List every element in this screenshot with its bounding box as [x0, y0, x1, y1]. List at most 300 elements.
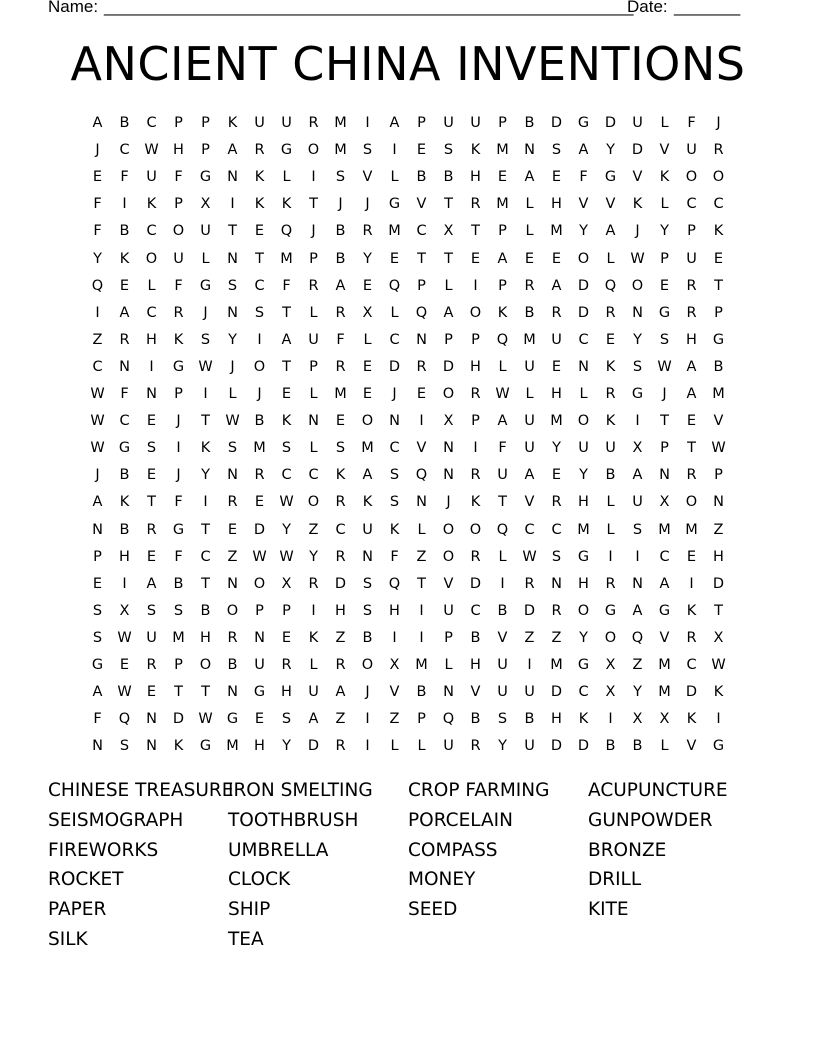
grid-letter[interactable]: O — [631, 277, 644, 294]
grid-letter[interactable]: M — [496, 196, 509, 213]
grid-letter[interactable]: U — [578, 440, 589, 457]
grid-letter[interactable]: F — [93, 711, 102, 728]
grid-letter[interactable]: E — [713, 250, 724, 267]
grid-letter[interactable]: I — [149, 358, 154, 375]
grid-letter[interactable]: O — [469, 521, 482, 538]
grid-letter[interactable]: W — [90, 386, 105, 402]
grid-letter[interactable]: A — [92, 684, 103, 701]
grid-letter[interactable]: P — [417, 115, 426, 131]
grid-letter[interactable]: V — [416, 196, 427, 213]
grid-letter[interactable]: J — [716, 115, 721, 131]
grid-letter[interactable]: R — [713, 142, 724, 159]
grid-letter[interactable]: O — [577, 250, 590, 267]
grid-letter[interactable]: U — [443, 602, 454, 619]
grid-letter[interactable]: S — [389, 494, 400, 511]
grid-letter[interactable]: W — [225, 413, 240, 430]
grid-letter[interactable]: T — [687, 440, 696, 457]
grid-letter[interactable]: B — [524, 304, 535, 321]
grid-letter[interactable]: Y — [633, 684, 642, 701]
grid-letter[interactable]: U — [308, 684, 319, 701]
grid-letter[interactable]: Q — [118, 711, 131, 728]
grid-letter[interactable]: L — [417, 738, 426, 755]
grid-letter[interactable]: Z — [335, 629, 346, 646]
grid-letter[interactable]: K — [254, 196, 265, 213]
grid-letter[interactable]: M — [550, 413, 563, 430]
grid-letter[interactable]: Q — [496, 331, 509, 348]
grid-letter[interactable]: O — [442, 548, 455, 565]
grid-letter[interactable]: A — [335, 277, 346, 294]
grid-letter[interactable]: H — [470, 358, 481, 375]
grid-letter[interactable]: I — [689, 575, 694, 592]
grid-letter[interactable]: C — [254, 277, 265, 294]
grid-letter[interactable]: L — [309, 304, 318, 321]
grid-letter[interactable]: E — [551, 250, 562, 267]
grid-letter[interactable]: T — [201, 575, 210, 592]
grid-letter[interactable]: M — [523, 331, 536, 348]
grid-letter[interactable]: N — [578, 358, 589, 375]
grid-letter[interactable]: I — [716, 711, 721, 728]
grid-letter[interactable]: U — [632, 494, 643, 511]
grid-letter[interactable]: K — [470, 494, 481, 511]
grid-letter[interactable]: S — [200, 331, 211, 348]
grid-letter[interactable]: M — [226, 738, 239, 755]
grid-letter[interactable]: A — [281, 331, 292, 348]
grid-letter[interactable]: U — [200, 223, 211, 240]
grid-letter[interactable]: N — [227, 467, 238, 484]
grid-letter[interactable]: Z — [416, 548, 427, 565]
grid-letter[interactable]: S — [92, 629, 103, 646]
grid-letter[interactable]: B — [416, 169, 427, 186]
grid-letter[interactable]: O — [145, 250, 158, 267]
grid-letter[interactable]: N — [632, 575, 643, 592]
grid-letter[interactable]: Q — [415, 467, 428, 484]
grid-letter[interactable]: T — [201, 413, 210, 430]
grid-letter[interactable]: E — [281, 629, 292, 646]
grid-letter[interactable]: T — [444, 250, 453, 267]
grid-letter[interactable]: T — [174, 684, 183, 701]
grid-letter[interactable]: E — [470, 250, 481, 267]
grid-letter[interactable]: N — [227, 575, 238, 592]
grid-letter[interactable]: N — [92, 521, 103, 538]
grid-letter[interactable]: R — [524, 575, 535, 592]
grid-letter[interactable]: A — [497, 250, 508, 267]
grid-letter[interactable]: U — [146, 629, 157, 646]
grid-letter[interactable]: S — [551, 142, 562, 159]
grid-letter[interactable]: N — [362, 548, 373, 565]
grid-letter[interactable]: U — [524, 358, 535, 375]
grid-letter[interactable]: U — [497, 684, 508, 701]
grid-letter[interactable]: M — [415, 657, 428, 673]
grid-letter[interactable]: K — [686, 711, 697, 728]
grid-letter[interactable]: R — [686, 467, 697, 484]
grid-letter[interactable]: N — [659, 467, 670, 484]
grid-letter[interactable]: J — [338, 196, 343, 213]
grid-letter[interactable]: C — [119, 142, 130, 159]
grid-letter[interactable]: Q — [631, 629, 644, 646]
grid-letter[interactable]: F — [498, 440, 507, 457]
grid-letter[interactable]: Y — [552, 440, 561, 457]
grid-letter[interactable]: E — [146, 467, 157, 484]
grid-letter[interactable]: U — [686, 250, 697, 267]
grid-letter[interactable]: V — [632, 169, 643, 186]
grid-letter[interactable]: R — [308, 115, 319, 131]
grid-letter[interactable]: C — [146, 115, 157, 131]
grid-letter[interactable]: I — [392, 629, 397, 646]
grid-letter[interactable]: L — [525, 196, 534, 213]
grid-letter[interactable]: X — [362, 304, 373, 321]
grid-letter[interactable]: F — [174, 548, 183, 565]
grid-letter[interactable]: L — [390, 738, 399, 755]
grid-letter[interactable]: Z — [632, 657, 643, 673]
grid-letter[interactable]: B — [497, 602, 508, 619]
grid-letter[interactable]: A — [362, 467, 373, 484]
grid-letter[interactable]: L — [309, 657, 318, 673]
grid-letter[interactable]: O — [172, 223, 185, 240]
grid-letter[interactable]: V — [416, 440, 427, 457]
grid-letter[interactable]: V — [524, 494, 535, 511]
grid-letter[interactable]: R — [362, 223, 373, 240]
grid-letter[interactable]: P — [498, 223, 507, 240]
grid-letter[interactable]: H — [551, 711, 562, 728]
grid-letter[interactable]: R — [551, 304, 562, 321]
grid-letter[interactable]: N — [551, 575, 562, 592]
grid-letter[interactable]: W — [90, 413, 105, 430]
grid-letter[interactable]: L — [444, 657, 453, 673]
grid-letter[interactable]: D — [631, 142, 644, 159]
grid-letter[interactable]: A — [524, 169, 535, 186]
grid-letter[interactable]: H — [470, 657, 481, 673]
grid-letter[interactable]: J — [95, 142, 100, 159]
grid-letter[interactable]: T — [714, 602, 723, 619]
grid-letter[interactable]: L — [309, 440, 318, 457]
grid-letter[interactable]: X — [389, 657, 400, 673]
grid-letter[interactable]: D — [469, 575, 482, 592]
grid-letter[interactable]: I — [473, 440, 478, 457]
grid-letter[interactable]: M — [658, 657, 671, 673]
grid-letter[interactable]: C — [470, 602, 481, 619]
grid-letter[interactable]: D — [388, 358, 401, 375]
grid-letter[interactable]: G — [199, 169, 212, 186]
grid-letter[interactable]: T — [498, 494, 507, 511]
grid-letter[interactable]: Y — [282, 738, 291, 755]
grid-letter[interactable]: R — [470, 738, 481, 755]
grid-letter[interactable]: G — [253, 684, 266, 701]
grid-letter[interactable]: L — [660, 196, 669, 213]
grid-letter[interactable]: R — [173, 304, 184, 321]
grid-letter[interactable]: C — [713, 196, 724, 213]
grid-letter[interactable]: H — [713, 548, 724, 565]
grid-letter[interactable]: K — [281, 196, 292, 213]
grid-letter[interactable]: A — [308, 711, 319, 728]
grid-letter[interactable]: H — [200, 629, 211, 646]
grid-letter[interactable]: F — [687, 115, 696, 131]
grid-letter[interactable]: X — [200, 196, 211, 213]
grid-letter[interactable]: K — [200, 440, 211, 457]
grid-letter[interactable]: S — [254, 304, 265, 321]
grid-letter[interactable]: N — [227, 250, 238, 267]
grid-letter[interactable]: A — [686, 358, 697, 375]
grid-letter[interactable]: J — [230, 358, 235, 375]
grid-letter[interactable]: B — [362, 629, 373, 646]
grid-letter[interactable]: F — [120, 169, 129, 186]
grid-letter[interactable]: B — [119, 223, 130, 240]
grid-letter[interactable]: E — [254, 223, 265, 240]
grid-letter[interactable]: K — [254, 169, 265, 186]
grid-letter[interactable]: W — [198, 358, 213, 375]
grid-letter[interactable]: E — [416, 386, 427, 402]
grid-letter[interactable]: C — [389, 440, 400, 457]
grid-letter[interactable]: Y — [228, 331, 237, 348]
grid-letter[interactable]: H — [551, 196, 562, 213]
grid-letter[interactable]: W — [711, 657, 726, 673]
grid-letter[interactable]: O — [253, 575, 266, 592]
grid-letter[interactable]: W — [630, 250, 645, 267]
grid-letter[interactable]: H — [389, 602, 400, 619]
grid-letter[interactable]: X — [713, 629, 724, 646]
grid-letter[interactable]: Y — [579, 629, 588, 646]
grid-letter[interactable]: O — [307, 142, 320, 159]
grid-letter[interactable]: H — [335, 602, 346, 619]
grid-letter[interactable]: J — [311, 223, 316, 240]
grid-letter[interactable]: O — [685, 494, 698, 511]
grid-letter[interactable]: O — [253, 358, 266, 375]
grid-letter[interactable]: K — [605, 358, 616, 375]
grid-letter[interactable]: B — [173, 575, 184, 592]
grid-letter[interactable]: T — [444, 196, 453, 213]
grid-letter[interactable]: N — [254, 629, 265, 646]
grid-letter[interactable]: Y — [606, 142, 615, 159]
grid-letter[interactable]: G — [199, 277, 212, 294]
grid-letter[interactable]: M — [253, 440, 266, 457]
grid-letter[interactable]: R — [686, 629, 697, 646]
grid-letter[interactable]: X — [632, 440, 643, 457]
grid-letter[interactable]: X — [659, 494, 670, 511]
grid-letter[interactable]: A — [92, 494, 103, 511]
grid-letter[interactable]: E — [281, 386, 292, 402]
grid-letter[interactable]: G — [577, 548, 590, 565]
grid-letter[interactable]: P — [282, 602, 291, 619]
grid-letter[interactable]: R — [416, 358, 427, 375]
grid-letter[interactable]: S — [119, 738, 130, 755]
grid-letter[interactable]: V — [443, 575, 454, 592]
grid-letter[interactable]: V — [605, 196, 616, 213]
grid-letter[interactable]: R — [551, 602, 562, 619]
grid-letter[interactable]: T — [147, 494, 156, 511]
grid-letter[interactable]: I — [95, 304, 100, 321]
grid-letter[interactable]: U — [443, 115, 454, 131]
grid-letter[interactable]: H — [146, 331, 157, 348]
grid-letter[interactable]: I — [473, 277, 478, 294]
grid-letter[interactable]: N — [308, 413, 319, 430]
grid-letter[interactable]: S — [362, 575, 373, 592]
grid-letter[interactable]: K — [119, 494, 130, 511]
grid-letter[interactable]: U — [173, 250, 184, 267]
grid-letter[interactable]: C — [578, 331, 589, 348]
grid-letter[interactable]: R — [470, 196, 481, 213]
grid-letter[interactable]: X — [119, 602, 130, 619]
grid-letter[interactable]: N — [389, 413, 400, 430]
grid-letter[interactable]: K — [713, 684, 724, 701]
grid-letter[interactable]: L — [147, 277, 156, 294]
grid-letter[interactable]: C — [281, 467, 292, 484]
grid-letter[interactable]: W — [657, 358, 672, 375]
grid-letter[interactable]: N — [146, 386, 157, 402]
grid-letter[interactable]: B — [632, 738, 643, 755]
grid-letter[interactable]: K — [335, 467, 346, 484]
grid-letter[interactable]: A — [659, 575, 670, 592]
grid-letter[interactable]: L — [309, 386, 318, 402]
grid-letter[interactable]: P — [174, 657, 183, 673]
grid-letter[interactable]: J — [446, 494, 451, 511]
grid-letter[interactable]: N — [227, 169, 238, 186]
grid-letter[interactable]: F — [174, 277, 183, 294]
grid-letter[interactable]: P — [660, 440, 669, 457]
grid-letter[interactable]: S — [551, 548, 562, 565]
grid-letter[interactable]: E — [389, 250, 400, 267]
grid-letter[interactable]: B — [524, 115, 535, 131]
grid-letter[interactable]: E — [686, 413, 697, 430]
grid-letter[interactable]: E — [119, 277, 130, 294]
grid-letter[interactable]: N — [443, 467, 454, 484]
grid-letter[interactable]: B — [713, 358, 724, 375]
grid-letter[interactable]: E — [146, 413, 157, 430]
grid-letter[interactable]: C — [686, 657, 697, 673]
grid-letter[interactable]: B — [443, 169, 454, 186]
grid-letter[interactable]: W — [522, 548, 537, 565]
grid-letter[interactable]: S — [173, 602, 184, 619]
grid-letter[interactable]: N — [146, 711, 157, 728]
grid-letter[interactable]: L — [525, 223, 534, 240]
grid-letter[interactable]: M — [361, 440, 374, 457]
grid-letter[interactable]: B — [335, 223, 346, 240]
grid-letter[interactable]: U — [308, 331, 319, 348]
grid-letter[interactable]: E — [146, 548, 157, 565]
grid-letter[interactable]: P — [498, 115, 507, 131]
grid-letter[interactable]: O — [361, 657, 374, 673]
grid-letter[interactable]: B — [470, 629, 481, 646]
grid-letter[interactable]: U — [686, 142, 697, 159]
grid-letter[interactable]: C — [389, 331, 400, 348]
grid-letter[interactable]: M — [712, 386, 725, 402]
grid-letter[interactable]: O — [685, 169, 698, 186]
grid-letter[interactable]: K — [308, 629, 319, 646]
grid-letter[interactable]: R — [470, 386, 481, 402]
grid-letter[interactable]: K — [389, 521, 400, 538]
grid-letter[interactable]: B — [605, 467, 616, 484]
grid-letter[interactable]: U — [605, 440, 616, 457]
grid-letter[interactable]: F — [282, 277, 291, 294]
grid-letter[interactable]: G — [658, 602, 671, 619]
grid-letter[interactable]: H — [578, 494, 589, 511]
grid-letter[interactable]: X — [443, 413, 454, 430]
grid-letter[interactable]: W — [90, 440, 105, 457]
grid-letter[interactable]: K — [362, 494, 373, 511]
grid-letter[interactable]: K — [713, 223, 724, 240]
grid-letter[interactable]: X — [281, 575, 292, 592]
grid-letter[interactable]: C — [578, 684, 589, 701]
grid-letter[interactable]: G — [172, 358, 185, 375]
grid-letter[interactable]: G — [604, 602, 617, 619]
grid-letter[interactable]: I — [311, 602, 316, 619]
grid-letter[interactable]: R — [308, 277, 319, 294]
grid-letter[interactable]: D — [577, 738, 590, 755]
grid-letter[interactable]: B — [119, 115, 130, 131]
grid-letter[interactable]: S — [443, 142, 454, 159]
grid-letter[interactable]: N — [416, 331, 427, 348]
grid-letter[interactable]: D — [550, 115, 563, 131]
grid-letter[interactable]: S — [659, 331, 670, 348]
grid-letter[interactable]: Q — [442, 711, 455, 728]
grid-letter[interactable]: I — [122, 575, 127, 592]
grid-letter[interactable]: H — [578, 575, 589, 592]
grid-letter[interactable]: D — [253, 521, 266, 538]
grid-letter[interactable]: R — [146, 657, 157, 673]
grid-letter[interactable]: S — [389, 467, 400, 484]
grid-letter[interactable]: A — [551, 277, 562, 294]
grid-letter[interactable]: X — [605, 684, 616, 701]
name-field[interactable]: ________________________________________________________ — [104, 0, 634, 16]
grid-letter[interactable]: X — [659, 711, 670, 728]
grid-letter[interactable]: H — [254, 738, 265, 755]
grid-letter[interactable]: E — [92, 575, 103, 592]
grid-letter[interactable]: A — [686, 386, 697, 402]
grid-letter[interactable]: R — [551, 494, 562, 511]
grid-letter[interactable]: H — [119, 548, 130, 565]
grid-letter[interactable]: D — [172, 711, 185, 728]
grid-letter[interactable]: D — [523, 602, 536, 619]
grid-letter[interactable]: J — [365, 196, 370, 213]
grid-letter[interactable]: Q — [280, 223, 293, 240]
grid-letter[interactable]: E — [362, 358, 373, 375]
grid-letter[interactable]: E — [227, 521, 238, 538]
grid-letter[interactable]: P — [309, 358, 318, 375]
grid-letter[interactable]: M — [334, 142, 347, 159]
grid-letter[interactable]: R — [335, 358, 346, 375]
grid-letter[interactable]: T — [417, 250, 426, 267]
grid-letter[interactable]: A — [335, 684, 346, 701]
grid-letter[interactable]: V — [578, 196, 589, 213]
grid-letter[interactable]: T — [660, 413, 669, 430]
grid-letter[interactable]: N — [443, 440, 454, 457]
grid-letter[interactable]: I — [365, 711, 370, 728]
grid-letter[interactable]: T — [282, 358, 291, 375]
grid-letter[interactable]: B — [524, 711, 535, 728]
grid-letter[interactable]: P — [660, 250, 669, 267]
grid-letter[interactable]: G — [199, 738, 212, 755]
grid-letter[interactable]: S — [335, 169, 346, 186]
grid-letter[interactable]: F — [120, 386, 129, 402]
grid-letter[interactable]: A — [92, 115, 103, 131]
grid-letter[interactable]: S — [146, 440, 157, 457]
grid-letter[interactable]: G — [226, 711, 239, 728]
grid-letter[interactable]: P — [309, 250, 318, 267]
grid-letter[interactable]: A — [578, 142, 589, 159]
grid-letter[interactable]: B — [254, 413, 265, 430]
grid-letter[interactable]: P — [444, 629, 453, 646]
grid-letter[interactable]: Y — [579, 467, 588, 484]
grid-letter[interactable]: C — [551, 521, 562, 538]
grid-letter[interactable]: S — [281, 440, 292, 457]
grid-letter[interactable]: N — [713, 494, 724, 511]
grid-letter[interactable]: M — [172, 629, 185, 646]
grid-letter[interactable]: M — [334, 386, 347, 402]
grid-letter[interactable]: Q — [604, 277, 617, 294]
grid-letter[interactable]: P — [201, 115, 210, 131]
grid-letter[interactable]: W — [144, 142, 159, 159]
grid-letter[interactable]: M — [280, 250, 293, 267]
grid-letter[interactable]: G — [91, 657, 104, 673]
grid-letter[interactable]: B — [605, 738, 616, 755]
